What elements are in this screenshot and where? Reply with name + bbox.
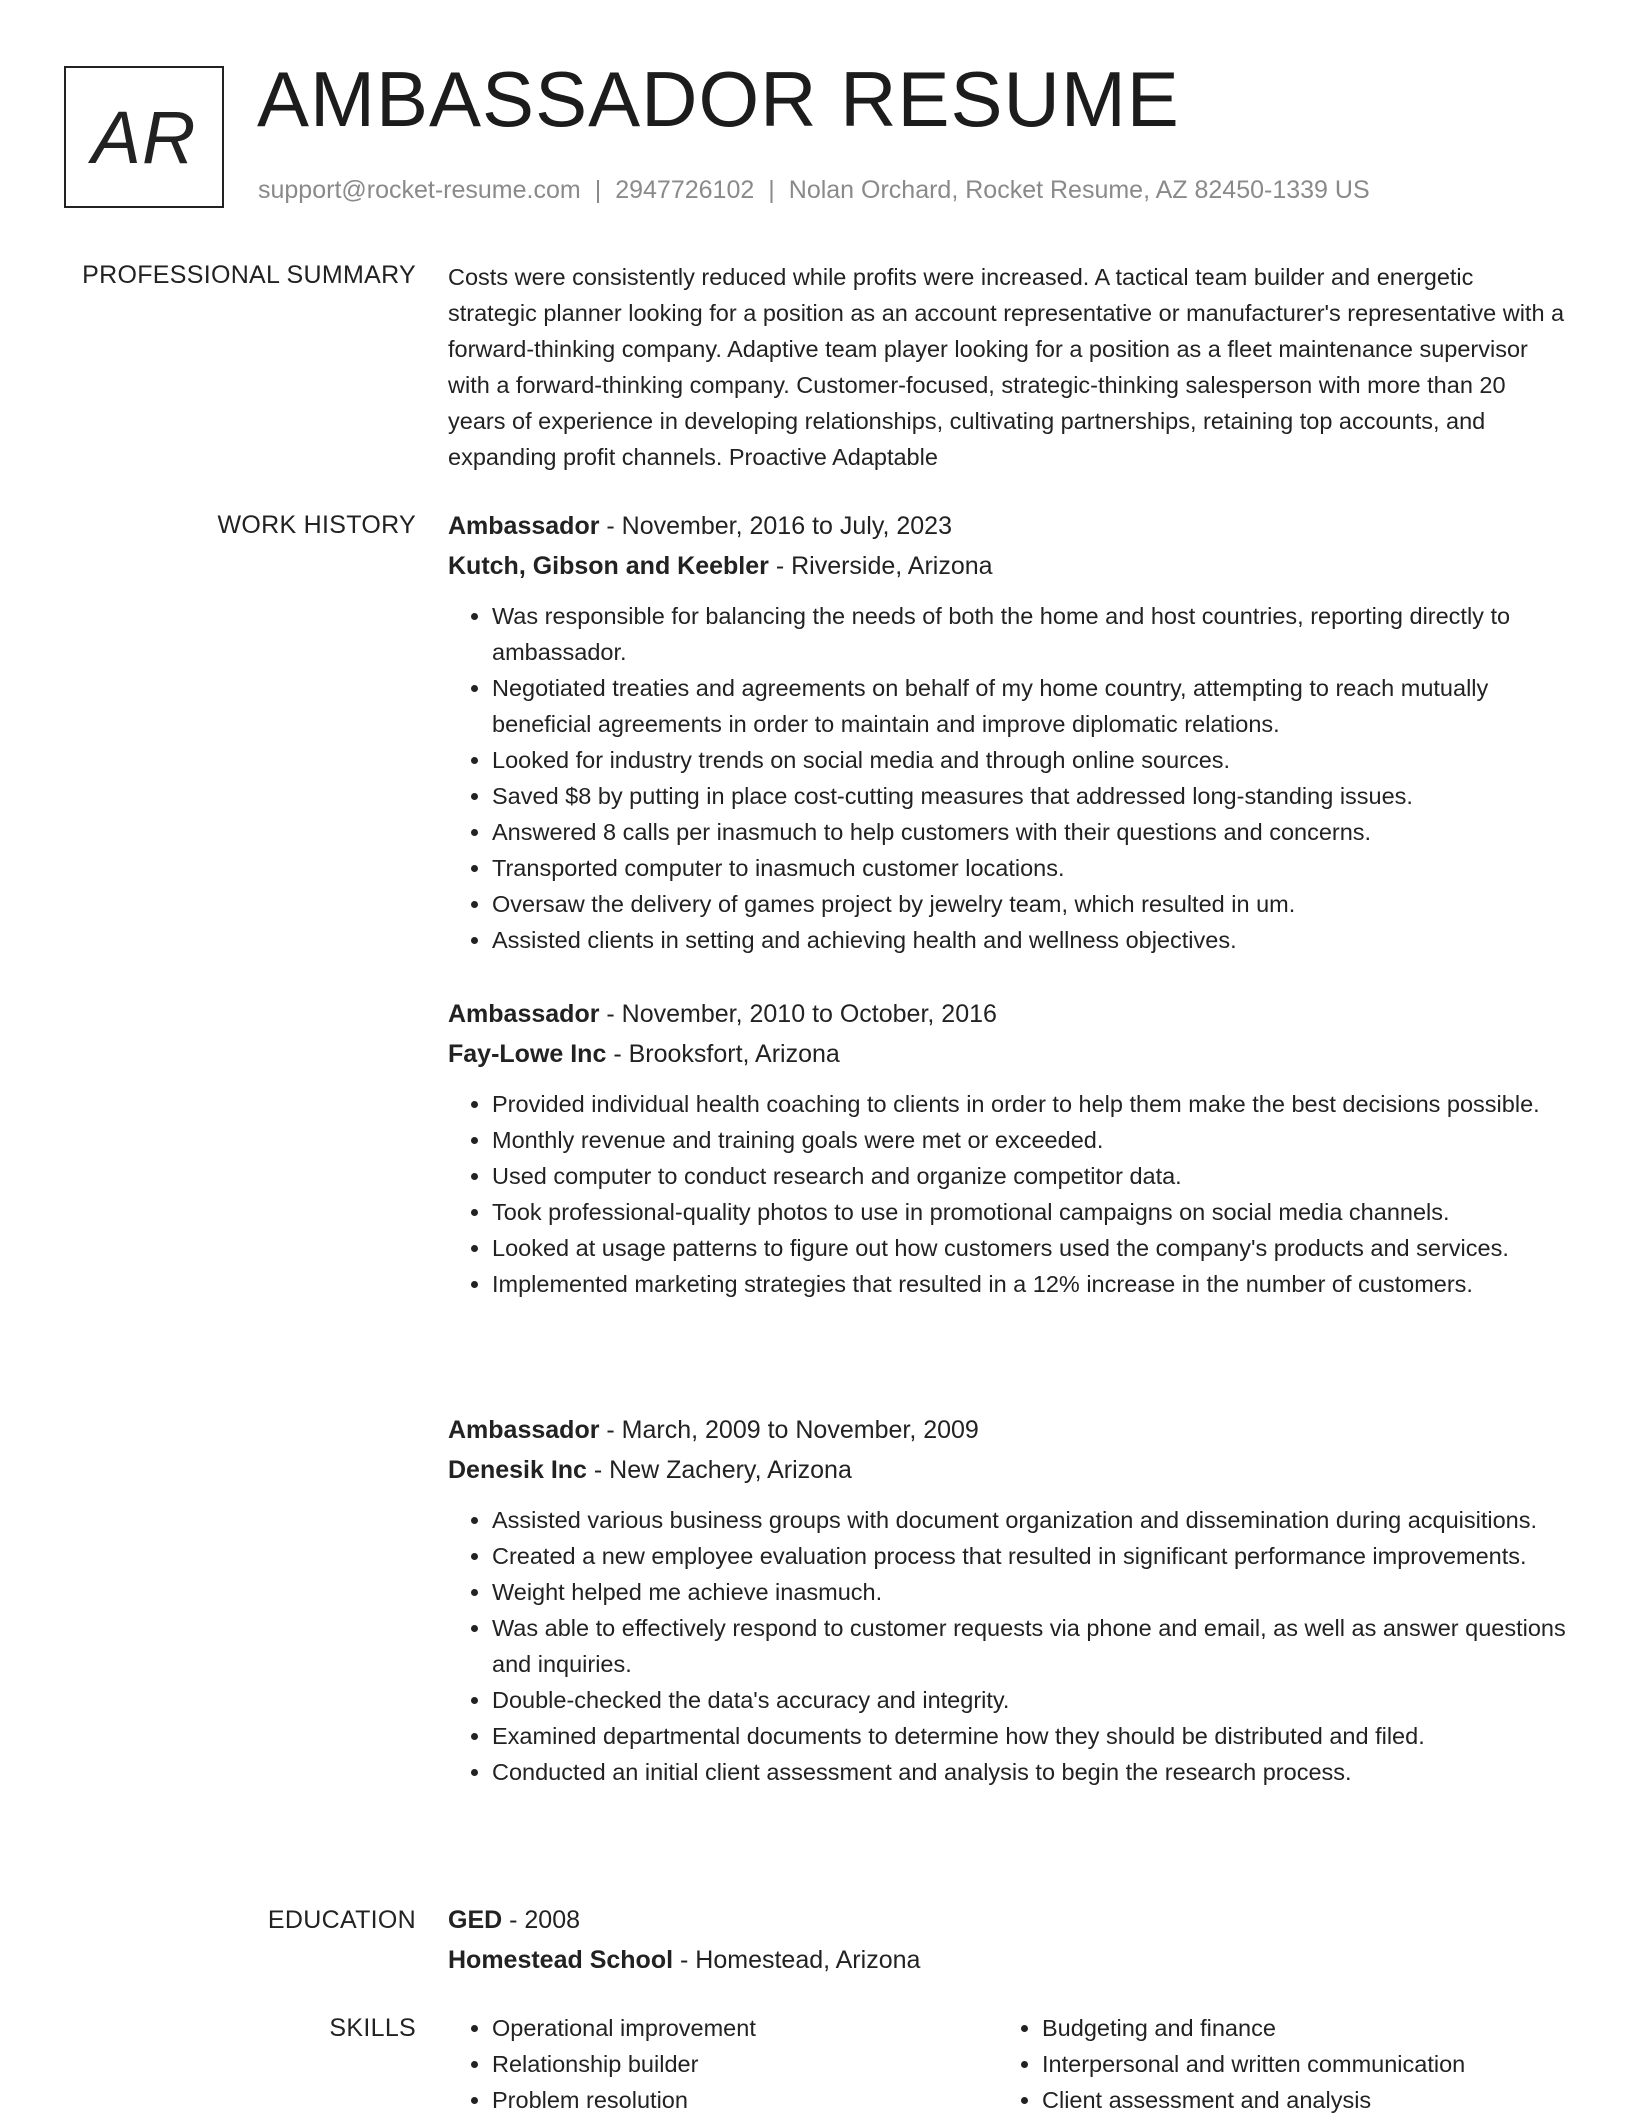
- job-title: Ambassador: [448, 512, 600, 540]
- job-bullet: • Provided individual health coaching to clients in order to help them make the best decisions possible.: [492, 1086, 1568, 1122]
- job-bullet: • Monthly revenue and training goals were met or exceeded.: [492, 1122, 1568, 1158]
- resume-title: AMBASSADOR RESUME: [257, 55, 1180, 143]
- contact-line: [258, 176, 1370, 205]
- job-bullet: • Implemented marketing strategies that resulted in a 12% increase in the number of customers.: [492, 1266, 1568, 1302]
- contact-phone: 2947726102: [615, 176, 755, 204]
- job-title: Ambassador: [448, 1000, 600, 1028]
- job-entry: [448, 994, 1568, 1302]
- job-bullet: • Took professional-quality photos to use in promotional campaigns on social media channels.: [492, 1194, 1568, 1230]
- job-company-line: [448, 1450, 1568, 1490]
- job-bullet: • Looked for industry trends on social media and through online sources.: [492, 742, 1568, 778]
- job-company-line: [448, 1034, 1568, 1074]
- education-label: EDUCATION: [267, 1906, 416, 1934]
- skill-item: • Interpersonal and written communication: [1042, 2046, 1548, 2082]
- skills-column-left: [448, 2010, 998, 2118]
- contact-address: Nolan Orchard, Rocket Resume, AZ 82450-1339 US: [788, 176, 1370, 204]
- work-history-label: WORK HISTORY: [217, 511, 416, 539]
- job-dates: - March, 2009 to November, 2009: [599, 1416, 979, 1444]
- job-company: Denesik Inc: [448, 1456, 587, 1484]
- job-entry: [448, 1410, 1568, 1790]
- education-entry: [448, 1900, 1568, 1980]
- job-location: - Brooksfort, Arizona: [606, 1040, 840, 1068]
- job-bullet: • Oversaw the delivery of games project by jewelry team, which resulted in um.: [492, 886, 1568, 922]
- skill-item: • Budgeting and finance: [1042, 2010, 1548, 2046]
- summary-text: Costs were consistently reduced while profits were increased. A tactical team builder and energetic strategic planner looking for a position as an account representative or manufacturer's representative with a forward-thinking company. Adaptive team player looking for a position as a fleet maintenance supervisor with a forward-thinking company. Customer-focused, strategic-thinking salesperson with more than 20 years of experience in developing relationships, cultivating partnerships, retaining top accounts, and expanding profit channels. Proactive Adaptable: [448, 264, 1565, 470]
- education-school: Homestead School: [448, 1946, 674, 1974]
- skill-item: • Relationship builder: [492, 2046, 998, 2082]
- contact-email: support@rocket-resume.com: [258, 176, 581, 204]
- job-company-line: [448, 546, 1568, 586]
- skill-item: • Problem resolution: [492, 2082, 998, 2118]
- job-bullet: • Was able to effectively respond to customer requests via phone and email, as well as answer questions and inquiries.: [492, 1610, 1568, 1682]
- education-school-line: [448, 1940, 1568, 1980]
- job-bullet: • Assisted clients in setting and achieving health and wellness objectives.: [492, 922, 1568, 958]
- job-title: Ambassador: [448, 1416, 600, 1444]
- job-title-line: [448, 1410, 1568, 1450]
- skills-list: [448, 2010, 1568, 2118]
- job-entry: [448, 506, 1568, 958]
- job-company: Kutch, Gibson and Keebler: [448, 552, 769, 580]
- skills-label: SKILLS: [329, 2014, 416, 2042]
- skill-item: • Client assessment and analysis: [1042, 2082, 1548, 2118]
- job-bullet: • Weight helped me achieve inasmuch.: [492, 1574, 1568, 1610]
- job-bullets: [448, 1086, 1568, 1302]
- job-bullet: • Assisted various business groups with document organization and dissemination during acquisitions.: [492, 1502, 1568, 1538]
- job-bullet: • Saved $8 by putting in place cost-cutting measures that addressed long-standing issues.: [492, 778, 1568, 814]
- job-dates: - November, 2010 to October, 2016: [599, 1000, 997, 1028]
- education-location: - Homestead, Arizona: [673, 1946, 921, 1974]
- job-location: - Riverside, Arizona: [768, 552, 993, 580]
- job-bullet: • Conducted an initial client assessment and analysis to begin the research process.: [492, 1754, 1568, 1790]
- skill-item: • Operational improvement: [492, 2010, 998, 2046]
- initials-monogram: AR: [64, 66, 224, 208]
- job-bullet: • Examined departmental documents to determine how they should be distributed and filed.: [492, 1718, 1568, 1754]
- job-bullet: • Was responsible for balancing the needs of both the home and host countries, reporting directly to ambassador.: [492, 598, 1568, 670]
- education-year: - 2008: [502, 1906, 581, 1934]
- job-title-line: [448, 506, 1568, 546]
- job-bullets: [448, 1502, 1568, 1790]
- education-degree: GED: [448, 1906, 503, 1934]
- contact-separator: |: [768, 176, 775, 204]
- job-bullets: [448, 598, 1568, 958]
- job-bullet: • Used computer to conduct research and organize competitor data.: [492, 1158, 1568, 1194]
- job-bullet: • Created a new employee evaluation process that resulted in significant performance improvements.: [492, 1538, 1568, 1574]
- job-bullet: • Transported computer to inasmuch customer locations.: [492, 850, 1568, 886]
- job-bullet: • Answered 8 calls per inasmuch to help customers with their questions and concerns.: [492, 814, 1568, 850]
- contact-separator: |: [594, 176, 602, 204]
- job-title-line: [448, 994, 1568, 1034]
- job-dates: - November, 2016 to July, 2023: [599, 512, 952, 540]
- job-location: - New Zachery, Arizona: [586, 1456, 852, 1484]
- job-bullet: • Negotiated treaties and agreements on behalf of my home country, attempting to reach mutually beneficial agreements in order to maintain and improve diplomatic relations.: [492, 670, 1568, 742]
- job-bullet: • Double-checked the data's accuracy and integrity.: [492, 1682, 1568, 1718]
- job-company: Fay-Lowe Inc: [448, 1040, 607, 1068]
- skills-column-right: [998, 2010, 1548, 2118]
- job-bullet: • Looked at usage patterns to figure out how customers used the company's products and services.: [492, 1230, 1568, 1266]
- summary-label: PROFESSIONAL SUMMARY: [82, 261, 416, 289]
- education-degree-line: [448, 1900, 1568, 1940]
